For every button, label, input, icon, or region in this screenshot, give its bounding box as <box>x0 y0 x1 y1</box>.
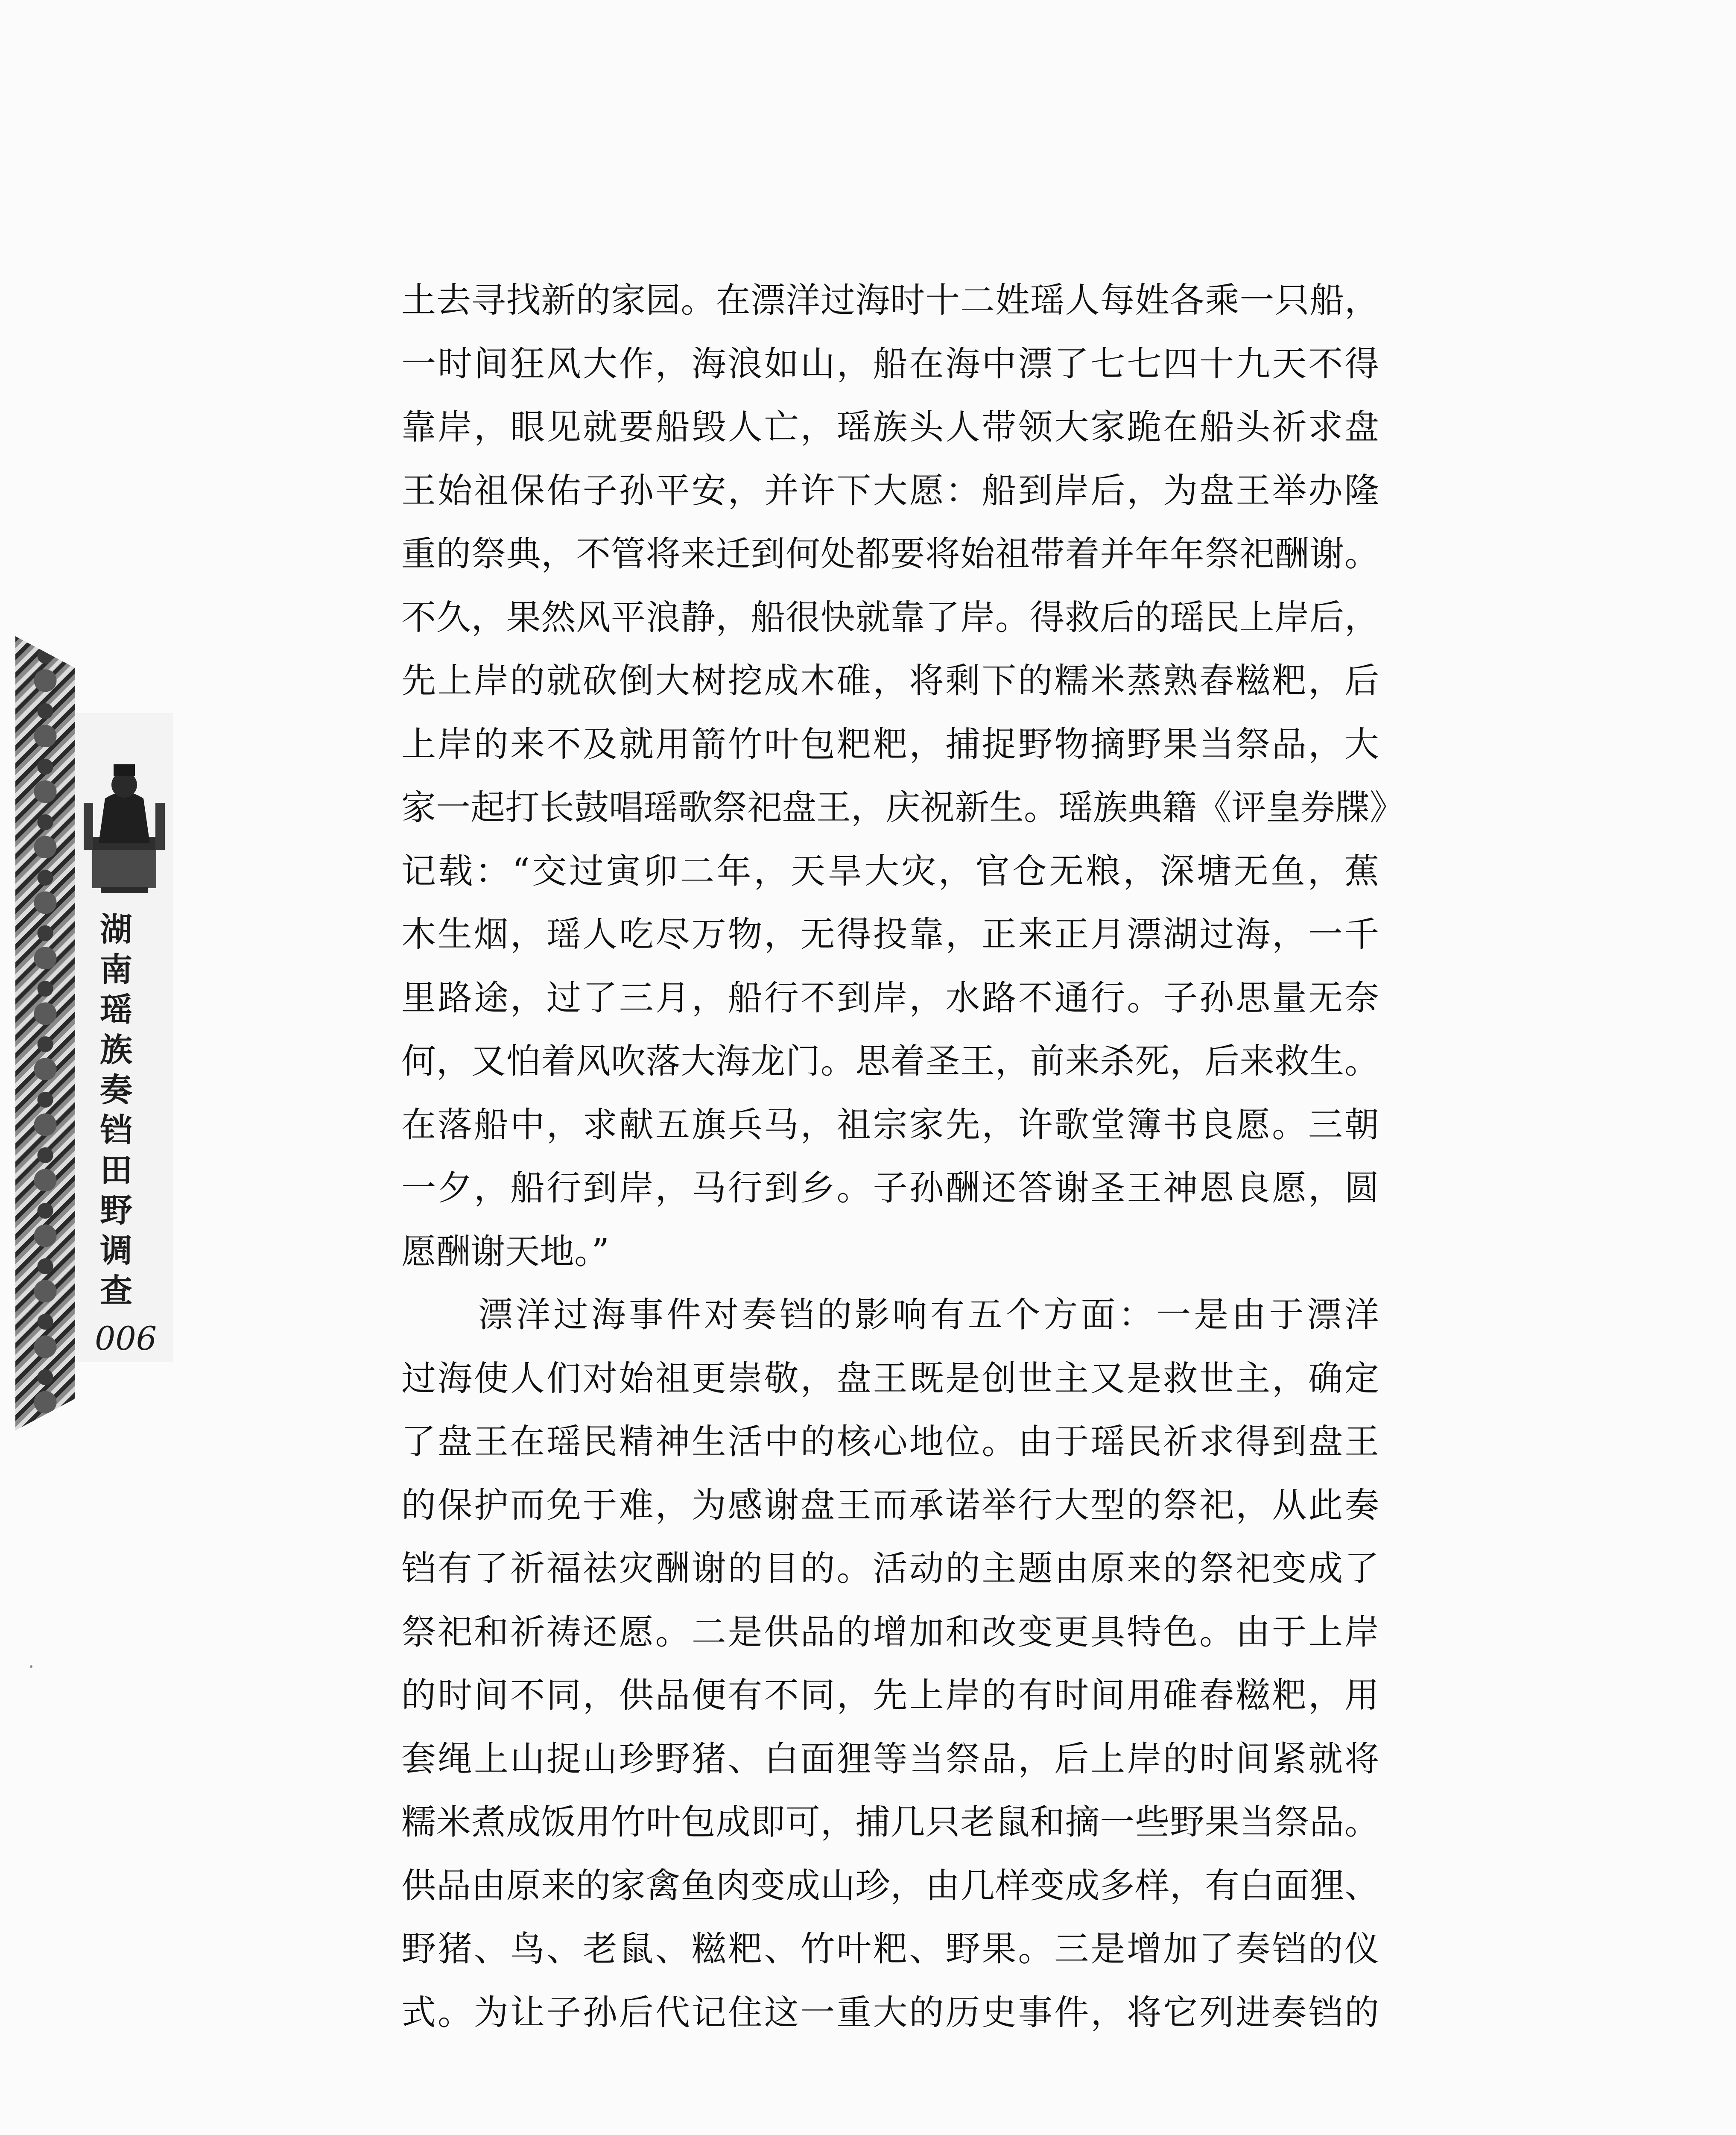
text-line: 家一起打长鼓唱瑶歌祭祀盘王，庆祝新生。瑶族典籍《评皇券牒》 <box>401 788 1405 828</box>
text-line: 木生烟，瑶人吃尽万物，无得投靠，正来正月漂湖过海，一千 <box>401 915 1379 955</box>
page-number: 006 <box>95 1319 157 1357</box>
text-line: 土去寻找新的家园。在漂洋过海时十二姓瑶人每姓各乘一只船， <box>401 281 1379 321</box>
text-line: 记载：“交过寅卯二年，天旱大灾，官仓无粮，深塘无鱼，蕉 <box>401 851 1379 892</box>
title-char: 田 <box>100 1151 132 1189</box>
title-char: 铛 <box>100 1111 132 1149</box>
text-line: 靠岸，眼见就要船毁人亡，瑶族头人带领大家跪在船头祈求盘 <box>401 407 1379 447</box>
figure-robe <box>99 792 150 843</box>
title-char: 瑶 <box>100 991 132 1029</box>
text-line: 式。为让子孙后代记住这一重大的历史事件，将它列进奏铛的 <box>401 1992 1379 2033</box>
text-line: 套绳上山捉山珍野猪、白面狸等当祭品，后上岸的时间紧就将 <box>401 1739 1379 1779</box>
body-text <box>401 269 1405 2044</box>
text-line: 一时间狂风大作，海浪如山，船在海中漂了七七四十九天不得 <box>401 344 1379 384</box>
title-char: 湖 <box>100 910 132 948</box>
text-line: 重的祭典，不管将来迁到何处都要将始祖带着并年年祭祀酬谢。 <box>401 534 1379 574</box>
throne-arm-right <box>155 803 165 850</box>
text-line: 漂洋过海事件对奏铛的影响有五个方面：一是由于漂洋 <box>478 1295 1379 1335</box>
seated-ancestor-figure-icon <box>75 752 173 897</box>
text-line: 王始祖保佑子孙平安，并许下大愿：船到岸后，为盘王举办隆 <box>401 471 1379 511</box>
title-char: 南 <box>100 951 132 989</box>
text-line: 的时间不同，供品便有不同，先上岸的有时间用碓舂糍粑，用 <box>401 1676 1379 1716</box>
text-line: 不久，果然风平浪静，船很快就靠了岸。得救后的瑶民上岸后， <box>401 597 1379 638</box>
text-line: 在落船中，求献五旗兵马，祖宗家先，许歌堂簿书良愿。三朝 <box>401 1105 1379 1145</box>
decorative-border <box>15 636 75 1430</box>
title-char: 野 <box>100 1191 132 1229</box>
text-line: 祭祀和祈祷还愿。二是供品的增加和改变更具特色。由于上岸 <box>401 1612 1379 1652</box>
scan-speck <box>30 1665 32 1668</box>
text-line: 上岸的来不及就用箭竹叶包粑粑，捕捉野物摘野果当祭品，大 <box>401 724 1379 765</box>
text-line: 了盘王在瑶民精神生活中的核心地位。由于瑶民祈求得到盘王 <box>401 1422 1379 1462</box>
figure-hat <box>114 764 135 776</box>
text-line: 铛有了祈福祛灾酬谢的目的。活动的主题由原来的祭祀变成了 <box>401 1549 1379 1589</box>
book-title-vertical <box>95 910 137 1311</box>
title-char: 调 <box>100 1231 132 1269</box>
text-line: 糯米煮成饭用竹叶包成即可，捕几只老鼠和摘一些野果当祭品。 <box>401 1802 1379 1843</box>
figure-pedestal <box>101 887 148 893</box>
title-char: 查 <box>100 1272 132 1310</box>
text-line: 过海使人们对始祖更崇敬，盘王既是创世主又是救世主，确定 <box>401 1358 1379 1399</box>
text-line: 何，又怕着风吹落大海龙门。思着圣王，前来杀死，后来救生。 <box>401 1041 1379 1082</box>
throne-base <box>92 845 156 888</box>
throne-arm-left <box>84 803 93 850</box>
text-line: 一夕，船行到岸，马行到乡。子孙酬还答谢圣王神恩良愿，圆 <box>401 1168 1379 1208</box>
title-char: 族 <box>100 1031 132 1069</box>
text-line: 的保护而免于难，为感谢盘王而承诺举行大型的祭祀，从此奏 <box>401 1485 1379 1526</box>
text-line: 里路途，过了三月，船行不到岸，水路不通行。子孙思量无奈 <box>401 978 1379 1018</box>
title-char: 奏 <box>100 1071 132 1109</box>
text-line: 供品由原来的家禽鱼肉变成山珍，由几样变成多样，有白面狸、 <box>401 1866 1379 1906</box>
text-line: 愿酬谢天地。” <box>401 1231 609 1272</box>
text-line: 野猪、鸟、老鼠、糍粑、竹叶粑、野果。三是增加了奏铛的仪 <box>401 1929 1379 1969</box>
text-line: 先上岸的就砍倒大树挖成木碓，将剩下的糯米蒸熟舂糍粑，后 <box>401 661 1379 701</box>
